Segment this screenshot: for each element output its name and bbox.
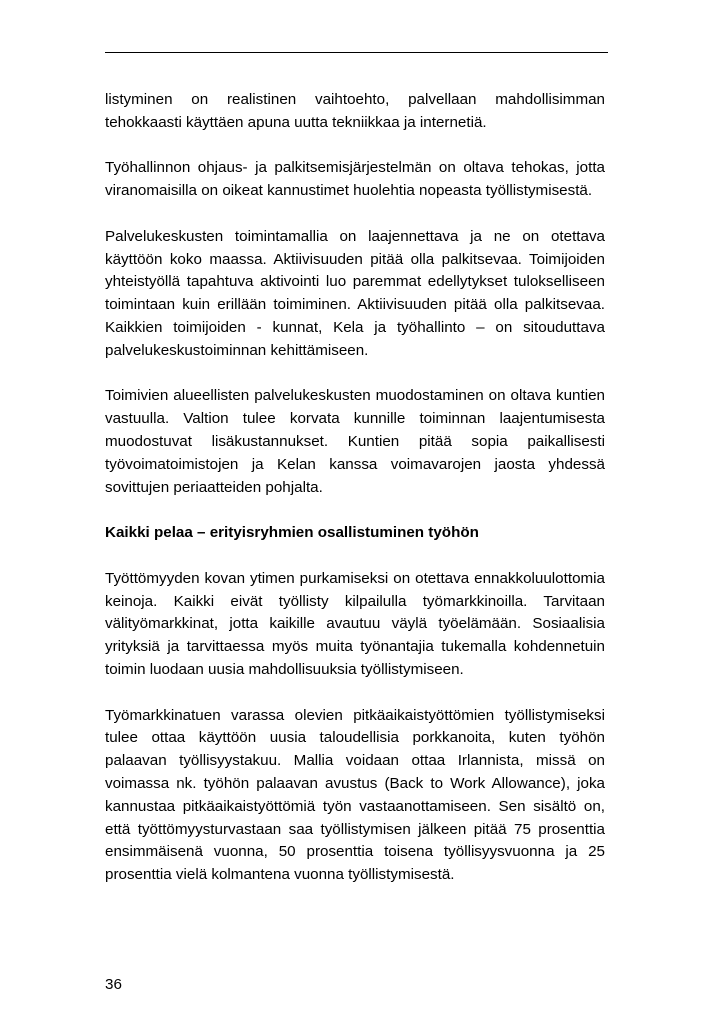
header-rule [105, 52, 608, 53]
paragraph: Työmarkkinatuen varassa olevien pitkäaikaistyöttömien työllistymiseksi tulee ottaa käyttöön uusia taloudellisia porkkanoita, kuten työhön palaavan työllisyystakuu. Mallia voidaan ottaa Irlannista, missä on voimassa nk. työhön palaavan avustus (Back to Work Allowance), joka kannustaa pitkäaikaistyöttömiä työn vastaanottamiseen. Sen sisältö on, että työttömyysturvastaan saa työllistymisen jälkeen pitää 75 prosenttia ensimmäisenä vuonna, 50 prosenttia toisena työllisyysvuonna ja 25 prosenttia vielä kolmantena vuonna työllistymisestä. [105, 706, 605, 884]
section-heading: Kaikki pelaa – erityisryhmien osallistuminen työhön [105, 524, 479, 542]
body-text [105, 89, 605, 887]
paragraph: Työttömyyden kovan ytimen purkamiseksi on otettava ennakkoluulottomia keinoja. Kaikki eivät työllisty kilpailulla työmarkkinoilla. Tarvitaan välityömarkkinat, jotta kaikille avautuu väylä työelämään. Sosiaalisia yrityksiä ja tarvittaessa myös muita työnantajia tukemalla kohdennetuin toimin luodaan uusia mahdollisuuksia työllistymiseen. [105, 569, 605, 678]
page-number: 36 [105, 976, 122, 993]
paragraph: Työhallinnon ohjaus- ja palkitsemisjärjestelmän on oltava tehokas, jotta viranomaisilla on oikeat kannustimet huolehtia nopeasta työllistymisestä. [105, 159, 605, 200]
paragraph: listyminen on realistinen vaihtoehto, palvellaan mahdollisimman tehokkaasti käyttäen apuna uutta tekniikkaa ja internetiä. [105, 91, 605, 131]
paragraph: Toimivien alueellisten palvelukeskusten muodostaminen on oltava kuntien vastuulla. Valtion tulee korvata kunnille toiminnan laajentumisesta muodostuvat lisäkustannukset. Kuntien pitää sopia paikallisesti työvoimatoimistojen ja Kelan kanssa voimavarojen jaosta yhdessä sovittujen periaatteiden pohjalta. [105, 387, 605, 496]
paragraph: Palvelukeskusten toimintamallia on laajennettava ja ne on otettava käyttöön koko maassa. Aktiivisuuden pitää olla palkitsevaa. Toimijoiden yhteistyöllä tapahtuva aktivointi luo paremmat edellytykset tulokselliseen toimintaan kuin erillään toimiminen. Aktiivisuuden pitää olla palkitsevaa. Kaikkien toimijoiden - kunnat, Kela ja työhallinto – on sitouduttava palvelukeskustoiminnan kehittämiseen. [105, 227, 605, 359]
document-page [105, 0, 605, 1030]
